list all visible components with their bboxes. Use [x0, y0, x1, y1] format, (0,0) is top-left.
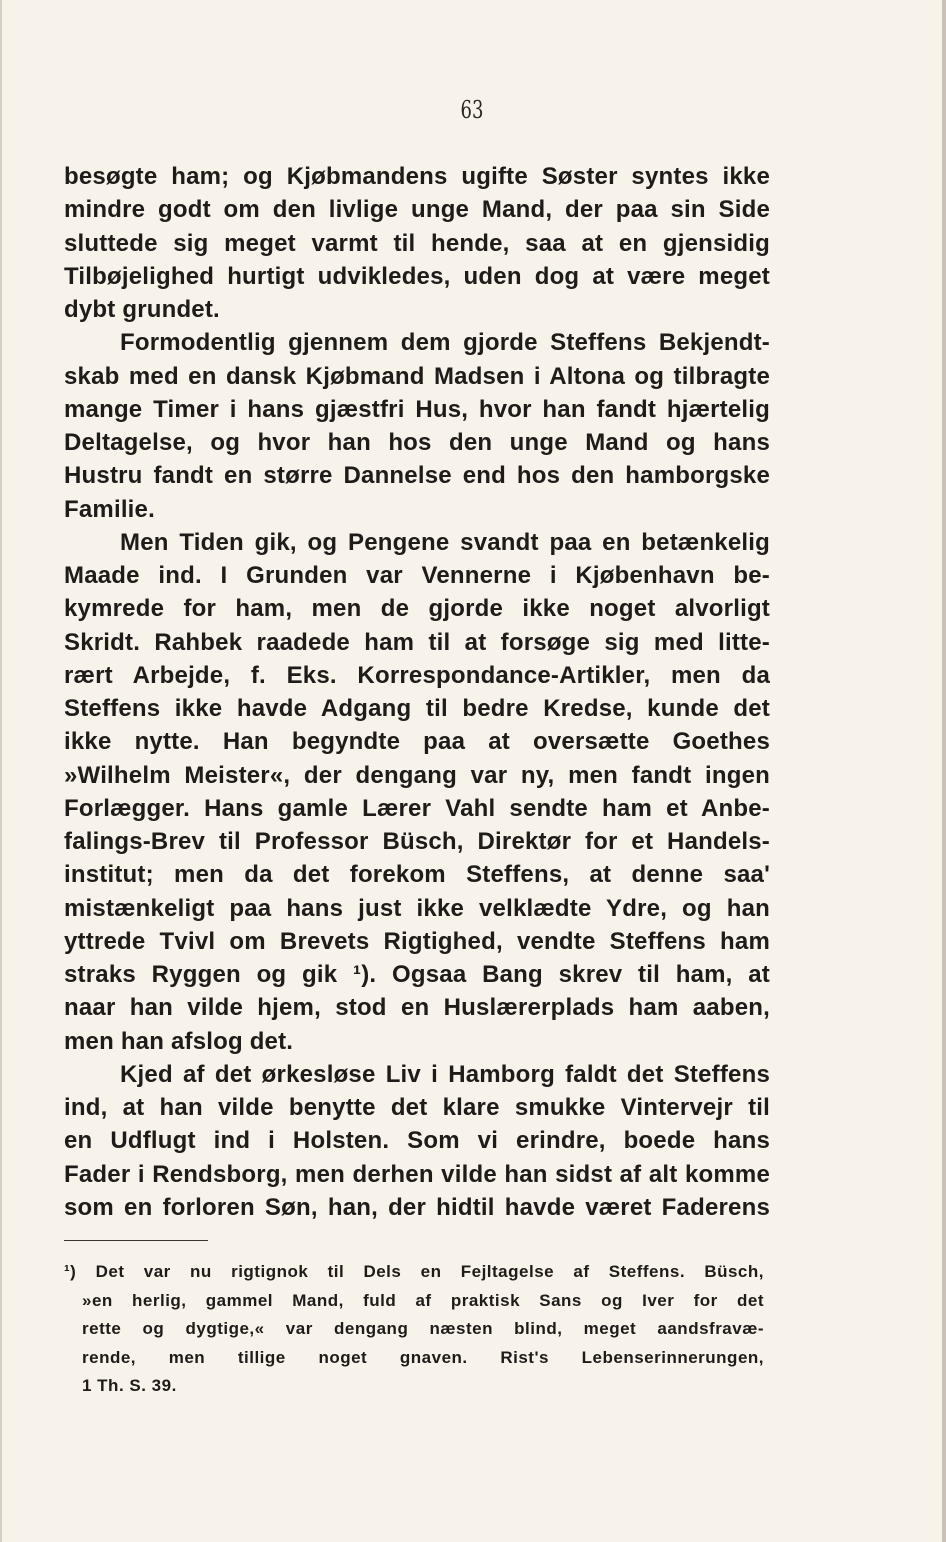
footnote-line: rette og dygtige,« var dengang næsten blind, meget aandsfravæ- [82, 1319, 764, 1338]
footnote [64, 1258, 764, 1401]
text-line: Kjed af det ørkesløse Liv i Hamborg faldt det Steffens [120, 1060, 770, 1088]
text-line: som en forloren Søn, han, der hidtil havde været Faderens [64, 1193, 770, 1221]
footnote-line: »en herlig, gammel Mand, fuld af praktisk Sans og Iver for det [82, 1290, 764, 1310]
body-text [64, 160, 770, 1224]
text-line: Maade ind. I Grunden var Vennerne i Kjøbenhavn be- [64, 562, 770, 589]
footnote-line: rende, men tillige noget gnaven. Rist's Lebenserinnerungen, [82, 1347, 764, 1367]
text-line: dybt grundet. [64, 296, 220, 323]
text-line: straks Ryggen og gik ¹). Ogsaa Bang skrev til ham, at [64, 961, 770, 988]
footnote-divider [64, 1240, 208, 1241]
text-line: Hustru fandt en større Dannelse end hos den hamborgske [64, 462, 770, 490]
text-line: ind, at han vilde benytte det klare smukke Vintervejr til [64, 1094, 770, 1121]
text-line: Formodentlig gjennem dem gjorde Steffens Bekjendt- [120, 329, 770, 357]
text-line: Men Tiden gik, og Pengene svandt paa en betænkelig [120, 528, 770, 556]
text-line: mange Timer i hans gjæstfri Hus, hvor han fandt hjærtelig [64, 395, 770, 423]
text-line: mindre godt om den livlige unge Mand, der paa sin Side [64, 196, 770, 224]
footnote-line: 1 Th. S. 39. [82, 1376, 177, 1395]
text-line: kymrede for ham, men de gjorde ikke noget alvorligt [64, 595, 770, 623]
text-line: besøgte ham; og Kjøbmandens ugifte Søster syntes ikke [64, 163, 770, 190]
text-line: institut; men da det forekom Steffens, at denne saa' [64, 861, 770, 889]
text-line: Deltagelse, og hvor han hos den unge Mand og hans [64, 429, 770, 456]
text-line: mistænkeligt paa hans just ikke velklædte Ydre, og han [64, 894, 770, 922]
text-line: Forlægger. Hans gamle Lærer Vahl sendte ham et Anbe- [64, 794, 770, 822]
text-line: yttrede Tvivl om Brevets Rigtighed, vendte Steffens ham [64, 927, 770, 955]
text-line: »Wilhelm Meister«, der dengang var ny, men fandt ingen [64, 761, 770, 789]
text-line: Familie. [64, 495, 155, 523]
text-line: rært Arbejde, f. Eks. Korrespondance-Artikler, men da [64, 661, 770, 689]
text-line: naar han vilde hjem, stod en Huslærerplads ham aaben, [64, 994, 770, 1022]
text-line: skab med en dansk Kjøbmand Madsen i Altona og tilbragte [64, 362, 770, 390]
text-line: Steffens ikke havde Adgang til bedre Kredse, kunde det [64, 695, 770, 722]
text-line: en Udflugt ind i Holsten. Som vi erindre, boede hans [64, 1127, 770, 1155]
text-line: Fader i Rendsborg, men derhen vilde han sidst af alt komme [64, 1160, 770, 1188]
footnote-line: ¹) Det var nu rigtignok til Dels en Fejltagelse af Steffens. Büsch, [64, 1262, 764, 1281]
text-line: sluttede sig meget varmt til hende, saa at en gjensidig [64, 229, 770, 257]
text-line: falings-Brev til Professor Büsch, Direktør for et Handels- [64, 828, 770, 855]
text-line: Tilbøjelighed hurtigt udvikledes, uden dog at være meget [64, 262, 770, 290]
text-line: men han afslog det. [64, 1027, 294, 1055]
text-line: Skridt. Rahbek raadede ham til at forsøge sig med litte- [64, 628, 770, 656]
text-line: ikke nytte. Han begyndte paa at oversætte Goethes [64, 728, 770, 756]
page-number: 63 [460, 96, 484, 124]
